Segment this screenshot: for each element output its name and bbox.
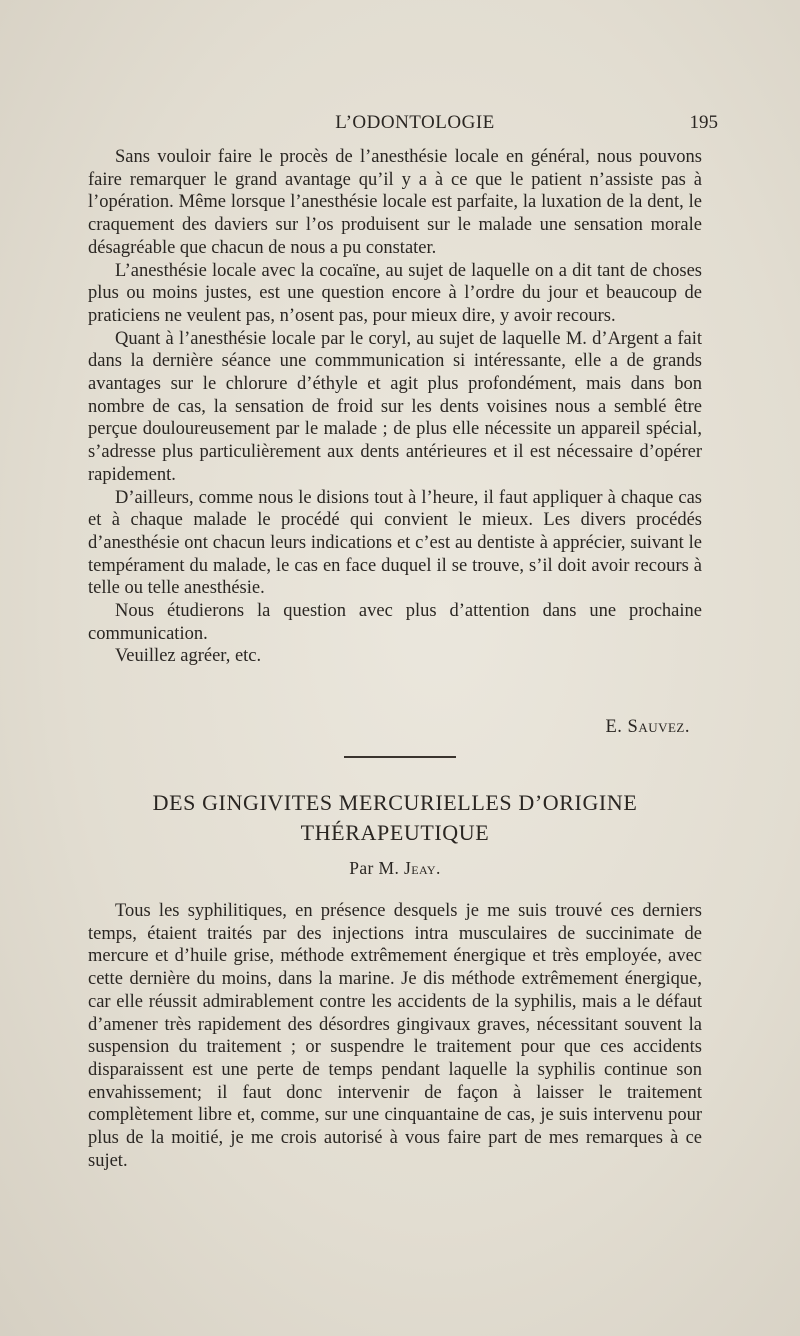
- article-title: [88, 788, 702, 848]
- article-body: [88, 900, 702, 1172]
- letter-paragraph: D’ailleurs, comme nous le disions tout à l’heure, il faut appliquer à chaque cas et à chaque malade le procédé qui convient le mieux. Les divers procédés d’anesthésie ont chacun leurs indications et c’est au dentiste à apprécier, suivant le tempérament du malade, le cas en face duquel il se trouve, s’il doit avoir recours à telle ou telle anesthésie.: [88, 487, 702, 599]
- signature-initial: E.: [605, 717, 628, 737]
- letter-body: [88, 146, 702, 668]
- byline-prefix: Par M.: [349, 858, 405, 878]
- article-title-line-2: THÉRAPEUTIQUE: [300, 820, 490, 845]
- running-title: L’ODONTOLOGIE: [335, 112, 495, 133]
- article-title-line-1: DES GINGIVITES MERCURIELLES D’ORIGINE: [152, 790, 638, 815]
- page-number: 195: [689, 112, 718, 133]
- article-byline: [88, 858, 702, 879]
- signature: [605, 717, 690, 738]
- letter-paragraph: L’anesthésie locale avec la cocaïne, au sujet de laquelle on a dit tant de choses plus ou moins justes, est une question encore à l’ordre du jour et beaucoup de praticiens ne veulent pas, n’osent pas, pour mieux dire, y avoir recours.: [88, 260, 702, 326]
- letter-paragraph: Veuillez agréer, etc.: [115, 646, 262, 667]
- letter-paragraph: Nous étudierons la question avec plus d’attention dans une prochaine communication.: [88, 601, 702, 644]
- article-paragraph: Tous les syphilitiques, en présence desquels je me suis trouvé ces derniers temps, étaient traités par des injections intra musculaires de succinimate de mercure et d’huile grise, méthode extrêmement énergique et très employée, avec cette dernière du moins, dans la marine. Je dis méthode extrêmement énergique, car elle réussit admirablement contre les accidents de la syphilis, mais a le défaut d’amener très rapidement des désordres gingivaux graves, nécessitant souvent la suspension du traitement ; or suspendre le traitement pour que ces accidents disparaissent est une perte de temps pendant laquelle la syphilis continue son envahissement; il faut donc intervenir de façon à laisser le traitement complètement libre et, comme, sur une cinquantaine de cas, je suis intervenu pour plus de la moitié, je me crois autorisé à vous faire part de mes remarques à ce sujet.: [88, 901, 702, 1171]
- letter-paragraph: Sans vouloir faire le procès de l’anesthésie locale en général, nous pouvons faire remarquer le grand avantage qu’il y a à ce que le patient n’assiste pas à l’opération. Même lorsque l’anesthésie locale est parfaite, la luxation de la dent, le craquement des daviers sur l’os produisent sur le malade une sensation morale désagréable que chacun de nous a pu constater.: [88, 147, 702, 258]
- section-divider: [344, 756, 456, 758]
- page-header: [112, 112, 718, 138]
- signature-name: Sauvez.: [627, 717, 690, 737]
- letter-paragraph: Quant à l’anesthésie locale par le coryl, au sujet de laquelle M. d’Argent a fait dans la dernière séance une commmunication si intéressante, elle a de grands avantages sur le chlorure d’éthyle et agit plus profondément, mais dans bon nombre de cas, la sensation de froid sur les dents voisines nous a semblé être perçue douloureusement par le malade ; de plus elle nécessite un appareil spécial, s’adresse plus particulièrement aux dents antérieures et il est nécessaire d’opérer rapidement.: [88, 328, 702, 485]
- byline-author: Jeay.: [404, 858, 441, 878]
